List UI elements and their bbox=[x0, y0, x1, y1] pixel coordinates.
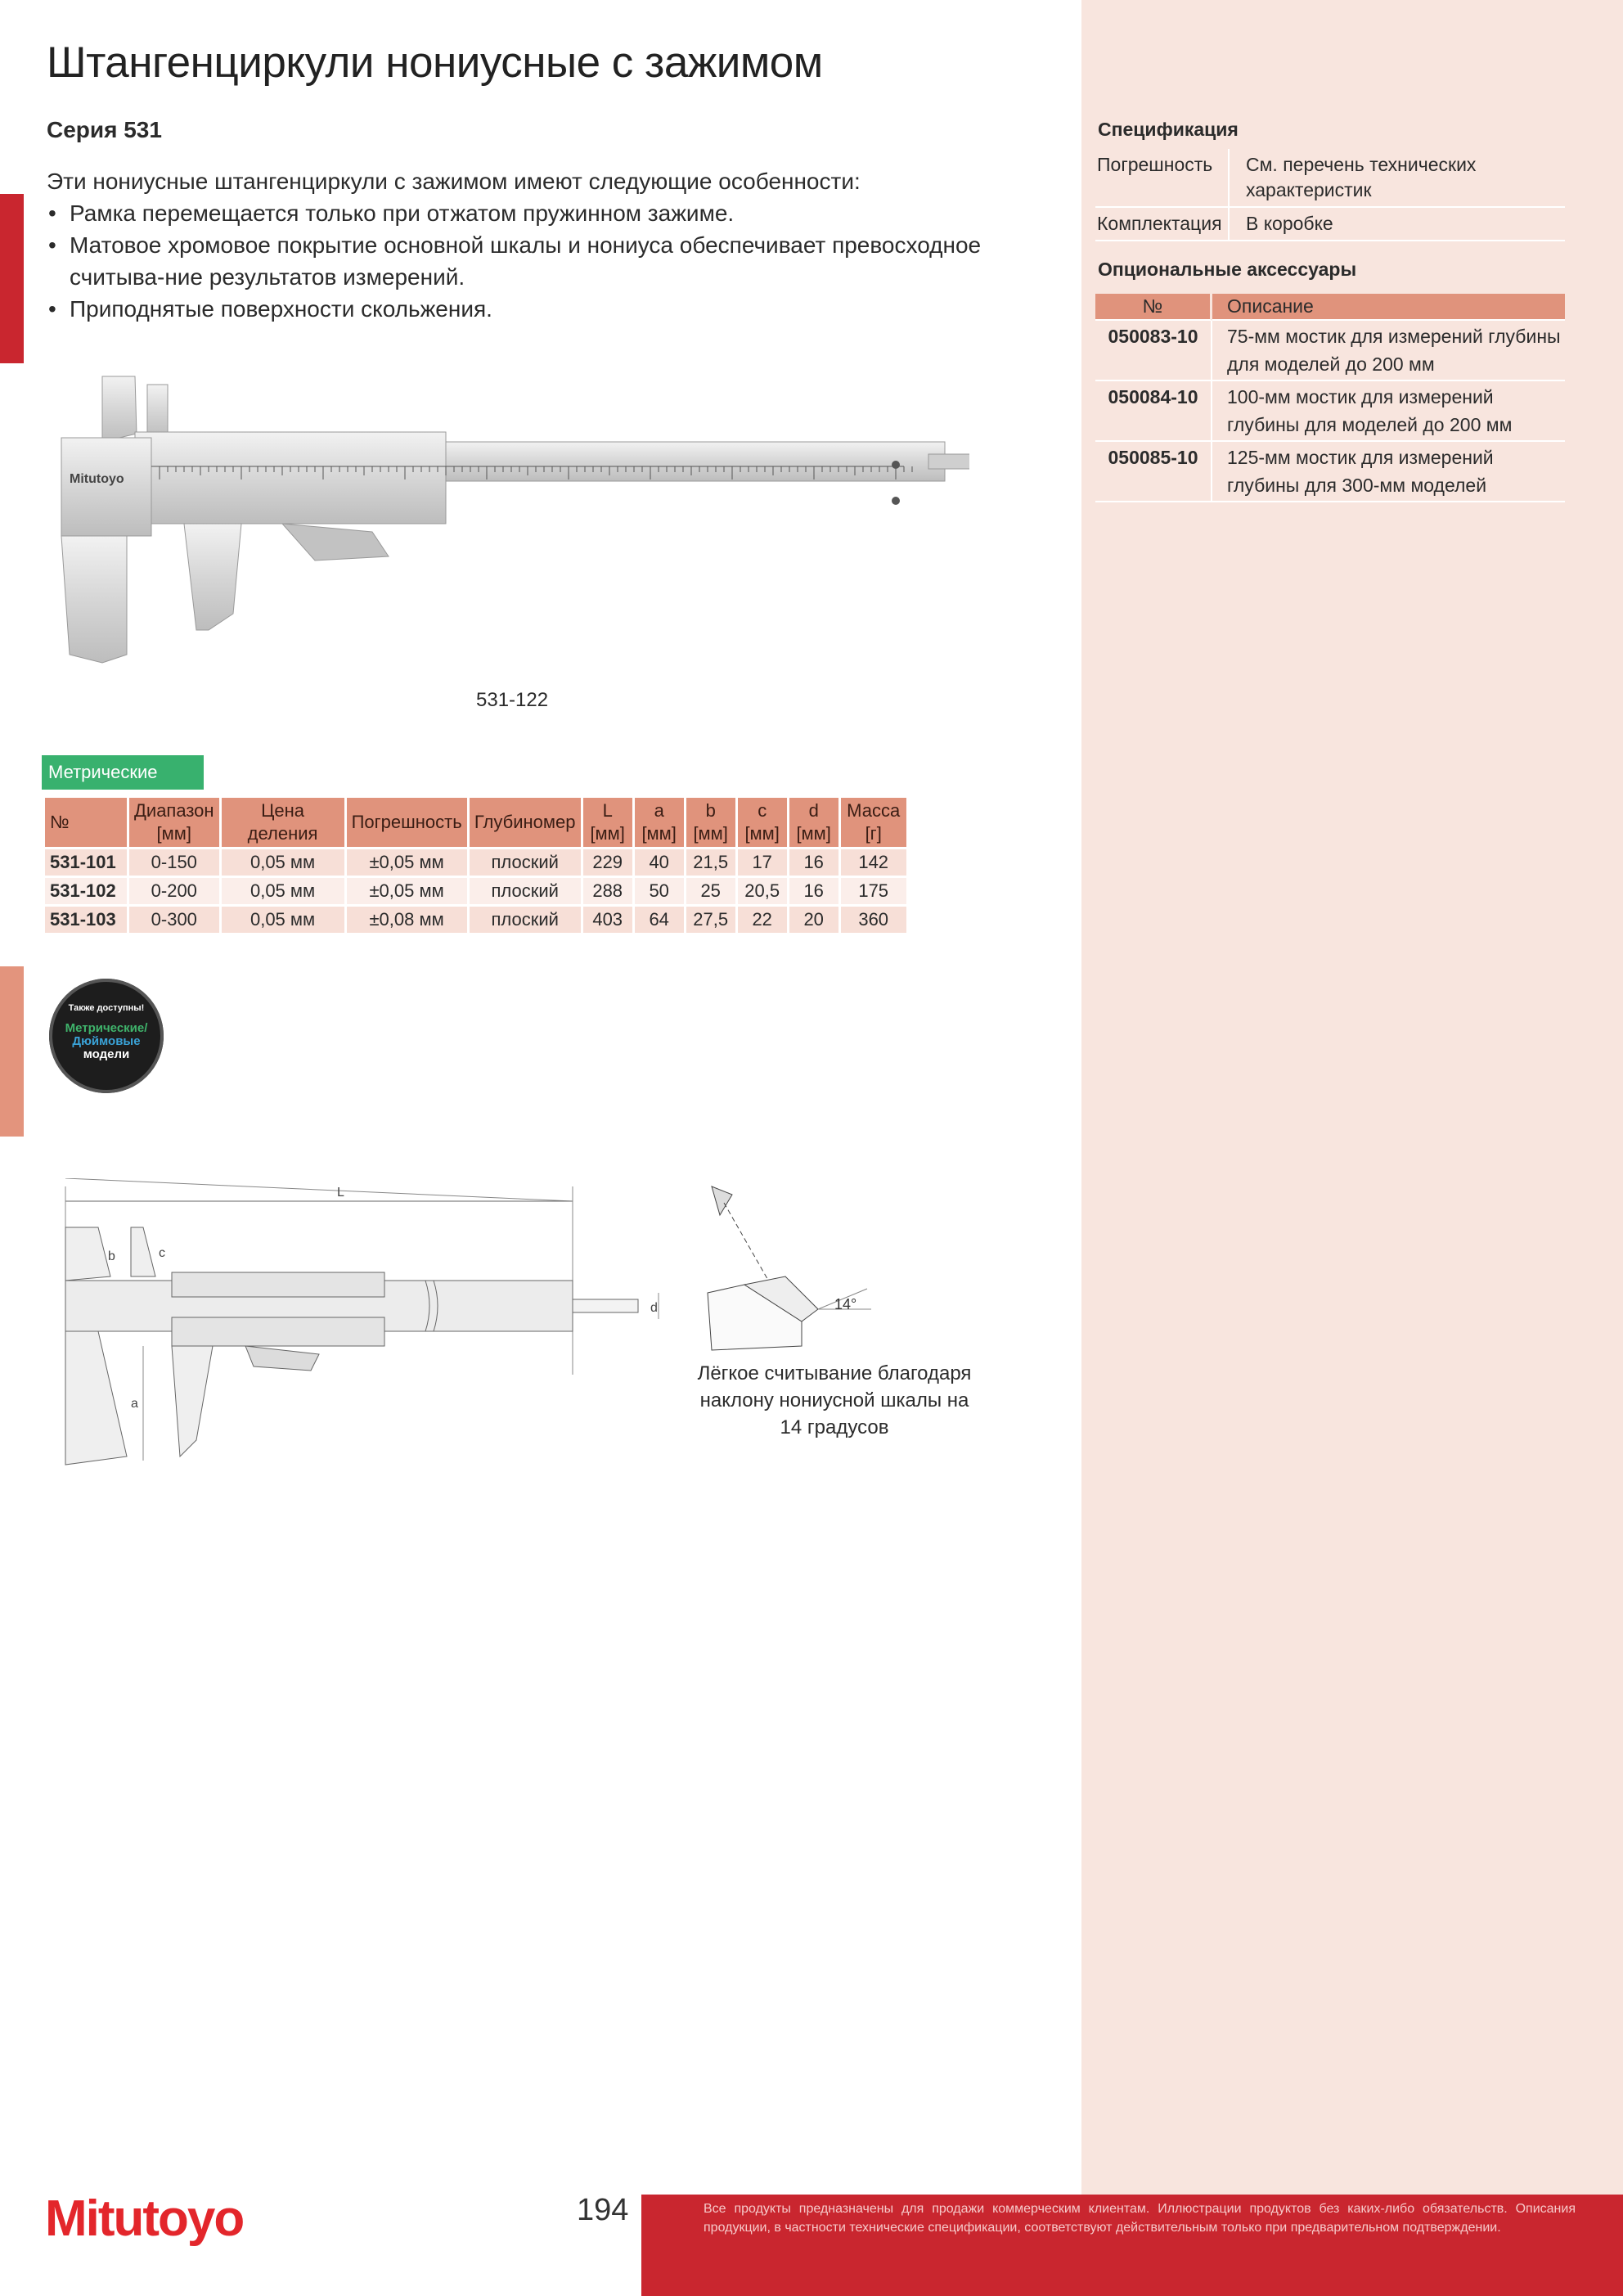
table-cell: 16 bbox=[789, 849, 838, 876]
column-header: Диапазон [мм] bbox=[129, 798, 219, 847]
accessory-description: 100-мм мостик для измерений глубины для моделей до 200 мм bbox=[1212, 381, 1565, 442]
table-cell: 0-200 bbox=[129, 878, 219, 904]
feature-list bbox=[47, 197, 1036, 325]
table-row bbox=[45, 849, 906, 876]
feature-item: • Рамка перемещается только при отжатом пружинном зажиме. bbox=[70, 197, 1036, 229]
table-cell: 0-300 bbox=[129, 907, 219, 933]
stamp-line: Также доступны! bbox=[68, 1003, 145, 1013]
table-cell: 16 bbox=[789, 878, 838, 904]
section-tab-red bbox=[0, 194, 24, 363]
table-cell: 175 bbox=[841, 878, 906, 904]
photo-caption: 531-122 bbox=[476, 689, 549, 711]
table-cell: плоский bbox=[470, 849, 581, 876]
table-cell: 0,05 мм bbox=[222, 849, 344, 876]
drawing-caption: Лёгкое считывание благодаря наклону нониусной шкалы на 14 градусов bbox=[697, 1362, 972, 1438]
accessory-number: 050083-10 bbox=[1095, 321, 1212, 381]
accessory-number: 050085-10 bbox=[1095, 442, 1212, 502]
table-cell: 22 bbox=[738, 907, 787, 933]
table-cell: 0-150 bbox=[129, 849, 219, 876]
table-cell: ±0,05 мм bbox=[347, 849, 467, 876]
model-number: 531-102 bbox=[45, 878, 127, 904]
spec-row bbox=[1095, 149, 1565, 208]
table-cell: 40 bbox=[635, 849, 684, 876]
spec-heading: Спецификация bbox=[1098, 119, 1239, 140]
table-cell: 0,05 мм bbox=[222, 907, 344, 933]
table-cell: ±0,08 мм bbox=[347, 907, 467, 933]
vernier-angle-drawing bbox=[695, 1178, 892, 1366]
metric-badge: Метрические bbox=[42, 755, 204, 790]
table-cell: плоский bbox=[470, 907, 581, 933]
table-cell: плоский bbox=[470, 878, 581, 904]
table-row bbox=[45, 907, 906, 933]
column-header: d [мм] bbox=[789, 798, 838, 847]
stamp-line: модели bbox=[83, 1047, 130, 1061]
dim-label-b: b bbox=[108, 1249, 115, 1263]
page-title: Штангенциркули нониусные с зажимом bbox=[47, 38, 823, 87]
accessory-number: 050084-10 bbox=[1095, 381, 1212, 442]
table-cell: 25 bbox=[686, 878, 735, 904]
stamp-line: Дюймовые bbox=[72, 1034, 141, 1048]
caliper-photo bbox=[45, 360, 969, 687]
spec-value: См. перечень технических характеристик bbox=[1230, 149, 1565, 208]
spec-key: Комплектация bbox=[1095, 208, 1230, 241]
table-cell: 20,5 bbox=[738, 878, 787, 904]
column-header: Глубиномер bbox=[470, 798, 581, 847]
table-cell: 20 bbox=[789, 907, 838, 933]
dim-label-c: c bbox=[159, 1246, 165, 1260]
intro-text bbox=[47, 165, 1036, 325]
column-header: Описание bbox=[1212, 294, 1565, 321]
metric-inch-stamp bbox=[49, 979, 164, 1093]
accessory-description: 125-мм мостик для измерений глубины для 300-мм моделей bbox=[1212, 442, 1565, 502]
table-row bbox=[1095, 381, 1565, 442]
accessory-description: 75-мм мостик для измерений глубины для моделей до 200 мм bbox=[1212, 321, 1565, 381]
table-cell: 403 bbox=[583, 907, 632, 933]
feature-item: • Матовое хромовое покрытие основной шкалы и нониуса обеспечивает превосходное считыва-ние результатов измерений. bbox=[70, 229, 1036, 293]
table-row bbox=[1095, 321, 1565, 381]
photo-brand: Mitutoyo bbox=[70, 472, 124, 486]
column-header: Погрешность bbox=[347, 798, 467, 847]
table-row bbox=[45, 878, 906, 904]
table-cell: 17 bbox=[738, 849, 787, 876]
dim-label-d: d bbox=[650, 1301, 658, 1315]
section-tab-salmon bbox=[0, 966, 24, 1137]
table-cell: ±0,05 мм bbox=[347, 878, 467, 904]
footer-disclaimer: Все продукты предназначены для продажи коммерческим клиентам. Иллюстрации продуктов без каких-либо обязательств. Описания продукции, в частности технические спецификации, соответствуют действительным только при предварительном подтверждении. bbox=[704, 2202, 1576, 2235]
table-cell: 288 bbox=[583, 878, 632, 904]
column-header: b [мм] bbox=[686, 798, 735, 847]
model-number: 531-101 bbox=[45, 849, 127, 876]
page-number: 194 bbox=[577, 2193, 629, 2227]
table-cell: 50 bbox=[635, 878, 684, 904]
table-cell: 64 bbox=[635, 907, 684, 933]
table-cell: 360 bbox=[841, 907, 906, 933]
accessories-heading: Опциональные аксессуары bbox=[1098, 259, 1357, 280]
series-heading: Серия 531 bbox=[47, 117, 162, 142]
column-header: a [мм] bbox=[635, 798, 684, 847]
dim-label-L: L bbox=[337, 1186, 344, 1200]
table-header-row bbox=[1095, 294, 1565, 321]
table-cell: 0,05 мм bbox=[222, 878, 344, 904]
brand-logo: Mitutoyo bbox=[45, 2190, 244, 2247]
column-header: Масса [г] bbox=[841, 798, 906, 847]
spec-list bbox=[1095, 149, 1565, 241]
accessories-table bbox=[1095, 294, 1565, 502]
column-header: Цена деления bbox=[222, 798, 344, 847]
table-cell: 142 bbox=[841, 849, 906, 876]
column-header: № bbox=[45, 798, 127, 847]
stamp-line: Метрические/ bbox=[65, 1021, 148, 1035]
table-cell: 229 bbox=[583, 849, 632, 876]
dimension-drawing bbox=[49, 1178, 671, 1481]
table-cell: 21,5 bbox=[686, 849, 735, 876]
dim-label-a: a bbox=[131, 1397, 138, 1411]
model-number: 531-103 bbox=[45, 907, 127, 933]
angle-label: 14° bbox=[834, 1296, 857, 1312]
column-header: № bbox=[1095, 294, 1212, 321]
column-header: L [мм] bbox=[583, 798, 632, 847]
table-row bbox=[1095, 442, 1565, 502]
spec-row bbox=[1095, 208, 1565, 241]
intro-lead: Эти нониусные штангенциркули с зажимом имеют следующие особенности: bbox=[47, 169, 861, 194]
table-header-row bbox=[45, 798, 906, 847]
spec-table bbox=[43, 795, 909, 935]
table-cell: 27,5 bbox=[686, 907, 735, 933]
spec-key: Погрешность bbox=[1095, 149, 1230, 208]
spec-value: В коробке bbox=[1230, 208, 1565, 241]
feature-item: • Приподнятые поверхности скольжения. bbox=[70, 293, 1036, 325]
column-header: c [мм] bbox=[738, 798, 787, 847]
